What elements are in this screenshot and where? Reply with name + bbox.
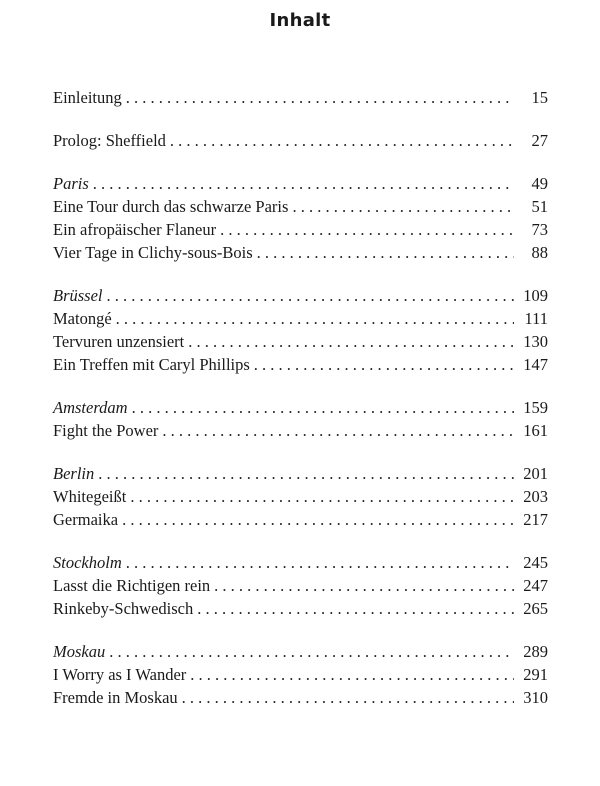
toc-section [53,172,548,264]
toc-page-number: 161 [523,421,548,440]
toc-section [53,640,548,709]
toc-entry [53,330,548,353]
toc-page-number: 265 [523,599,548,618]
toc-page-number: 291 [523,665,548,684]
toc-section-heading [53,172,548,195]
dot-leader [130,485,514,508]
toc-page-number: 289 [523,642,548,661]
toc-section-heading [53,640,548,663]
toc-entry-title: Paris [53,174,89,193]
toc-entry [53,597,548,620]
dot-leader [126,86,514,109]
toc-section-heading [53,551,548,574]
dot-leader [132,396,514,419]
toc-entry [53,485,548,508]
toc-entry-title: I Worry as I Wander [53,665,187,684]
dot-leader [107,284,515,307]
toc-page-number: 159 [523,398,548,417]
dot-leader [109,640,514,663]
toc-page-number: 111 [524,309,548,328]
dot-leader [214,574,514,597]
toc-page-number: 310 [523,688,548,707]
toc-section-heading [53,284,548,307]
toc-page-number: 27 [531,131,548,150]
toc-entry [53,419,548,442]
toc-page-number: 147 [523,355,548,374]
toc-entry-title: Moskau [53,642,106,661]
toc-entry [53,508,548,531]
toc-entry-title: Einleitung [53,88,122,107]
dot-leader [190,663,514,686]
toc-section [53,551,548,620]
toc-entry [53,129,548,152]
toc-page-number: 88 [531,243,548,262]
toc-section [53,462,548,531]
toc-section [53,396,548,442]
page-title: Inhalt [269,10,331,31]
toc-section [53,86,548,109]
toc-entry-title: Berlin [53,464,95,483]
toc-entry-title: Tervuren unzensiert [53,332,185,351]
toc-page-number: 247 [523,576,548,595]
toc-page-number: 51 [531,197,548,216]
dot-leader [116,307,514,330]
dot-leader [122,508,514,531]
toc-page-number: 49 [531,174,548,193]
toc-entry [53,663,548,686]
toc-page-number: 245 [523,553,548,572]
dot-leader [98,462,514,485]
toc-entry [53,86,548,109]
toc-entry-title: Amsterdam [53,398,128,417]
toc-page-number: 130 [523,332,548,351]
dot-leader [182,686,514,709]
dot-leader [292,195,514,218]
toc-entry [53,353,548,376]
toc-entry [53,218,548,241]
dot-leader [257,241,514,264]
dot-leader [254,353,514,376]
toc-entry-title: Matongé [53,309,112,328]
toc-entry [53,241,548,264]
toc-entry-title: Brüssel [53,286,103,305]
toc-entry-title: Ein afropäischer Flaneur [53,220,217,239]
dot-leader [197,597,514,620]
dot-leader [188,330,514,353]
toc-entry-title: Eine Tour durch das schwarze Paris [53,197,289,216]
toc-page-number: 109 [523,286,548,305]
toc-entry-title: Stockholm [53,553,122,572]
toc-entry-title: Whitegeißt [53,487,127,506]
toc-entry [53,195,548,218]
toc-page-number: 15 [531,88,548,107]
toc-entry-title: Vier Tage in Clichy-sous-Bois [53,243,253,262]
toc-entry-title: Rinkeby-Schwedisch [53,599,194,618]
toc-entry-title: Lasst die Richtigen rein [53,576,211,595]
toc-section-heading [53,396,548,419]
toc-section [53,284,548,376]
toc-page-number: 73 [531,220,548,239]
toc-page-number: 203 [523,487,548,506]
dot-leader [162,419,514,442]
dot-leader [126,551,514,574]
toc-section [53,129,548,152]
toc-page-number: 217 [523,510,548,529]
toc-section-heading [53,462,548,485]
toc-entry-title: Fight the Power [53,421,159,440]
toc-entry-title: Fremde in Moskau [53,688,178,707]
toc-entry [53,307,548,330]
dot-leader [93,172,514,195]
dot-leader [220,218,514,241]
toc-entry-title: Prolog: Sheffield [53,131,166,150]
table-of-contents [53,86,548,729]
toc-entry [53,574,548,597]
toc-page-number: 201 [523,464,548,483]
toc-entry-title: Ein Treffen mit Caryl Phillips [53,355,250,374]
dot-leader [170,129,514,152]
toc-entry-title: Germaika [53,510,119,529]
toc-entry [53,686,548,709]
